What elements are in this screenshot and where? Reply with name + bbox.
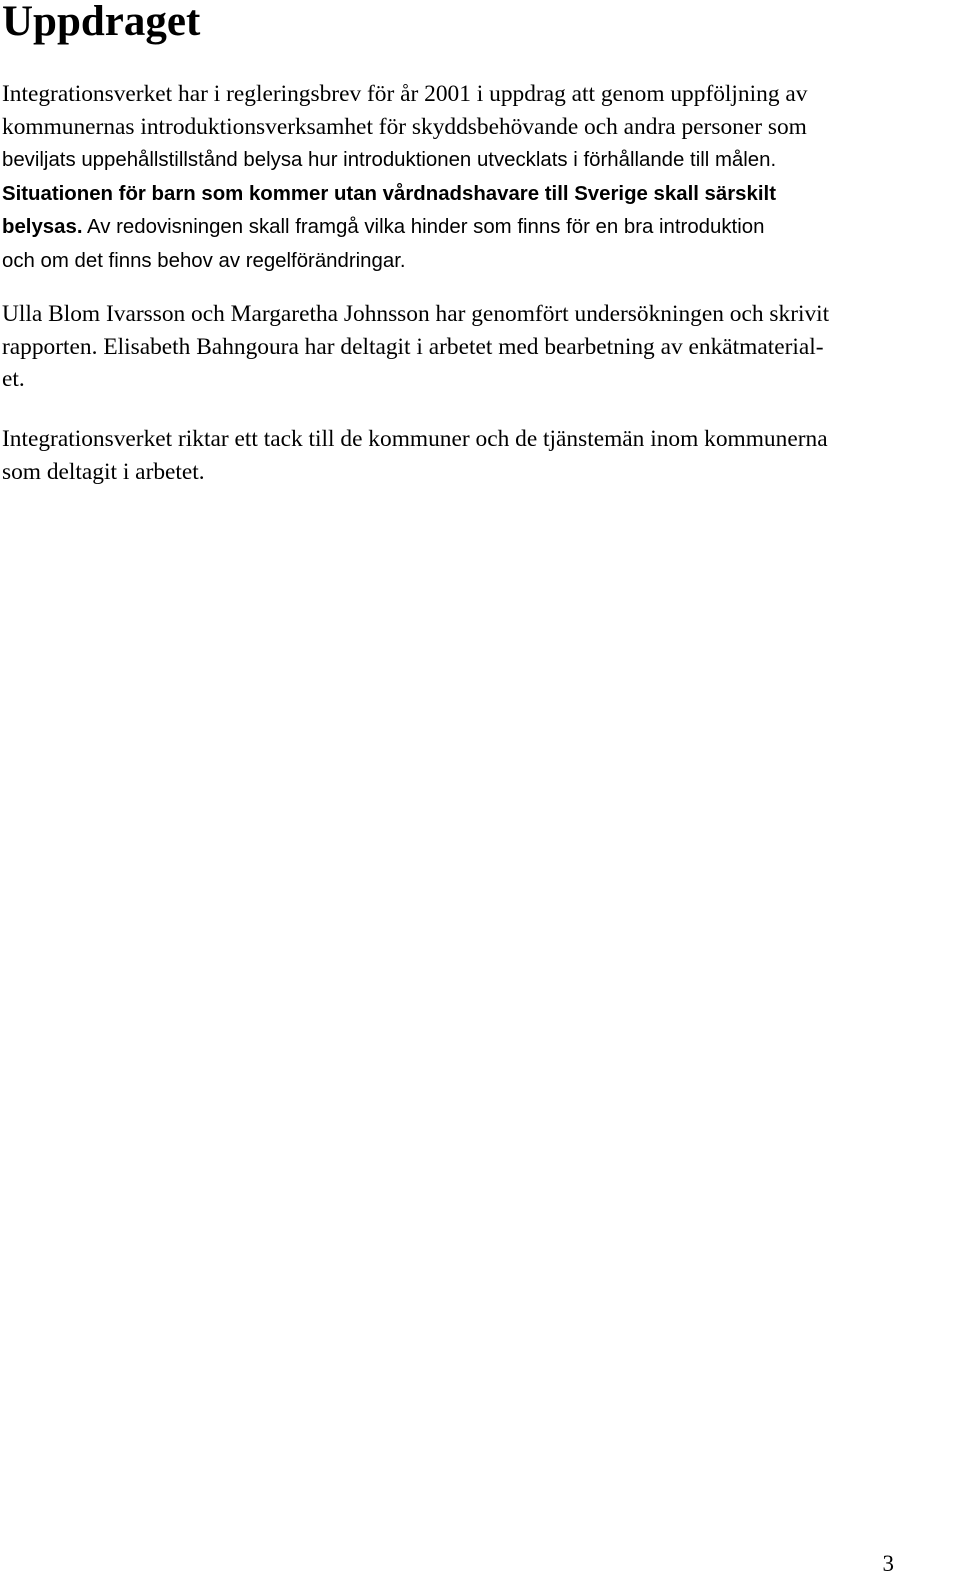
assignment-line-4: Situationen för barn som kommer utan vårdnadshavare till Sverige skall särskilt <box>2 182 776 205</box>
page-number: 3 <box>882 1551 894 1576</box>
assignment-line-1: Integrationsverket har i regleringsbrev för år 2001 i uppdrag att genom uppföljning av <box>2 81 808 107</box>
authors-line-1: Ulla Blom Ivarsson och Margaretha Johnsson har genomfört undersökningen och skrivit <box>2 301 830 327</box>
authors-line-2: rapporten. Elisabeth Bahngoura har deltagit i arbetet med bearbetning av enkätmaterial- <box>2 333 824 360</box>
assignment-line-2: kommunernas introduktionsverksamhet för skyddsbehövande och andra personer som <box>2 113 807 140</box>
assignment-line-5-bold: belysas. <box>2 216 83 238</box>
thanks-line-2: som deltagit i arbetet. <box>2 458 205 485</box>
page-title: Uppdraget <box>2 0 201 45</box>
assignment-line-6: och om det finns behov av regelförändringar. <box>2 249 406 272</box>
assignment-line-3: beviljats uppehållstillstånd belysa hur introduktionen utvecklats i förhållande till målen. <box>2 149 777 171</box>
assignment-paragraph <box>2 78 958 277</box>
assignment-line-5: Av redovisningen skall framgå vilka hinder som finns för en bra introduktion <box>82 216 765 238</box>
authors-line-3: et. <box>2 366 25 392</box>
thanks-paragraph <box>2 423 958 488</box>
authors-paragraph <box>2 298 958 396</box>
thanks-line-1: Integrationsverket riktar ett tack till de kommuner och de tjänstemän inom kommunerna <box>2 426 828 452</box>
